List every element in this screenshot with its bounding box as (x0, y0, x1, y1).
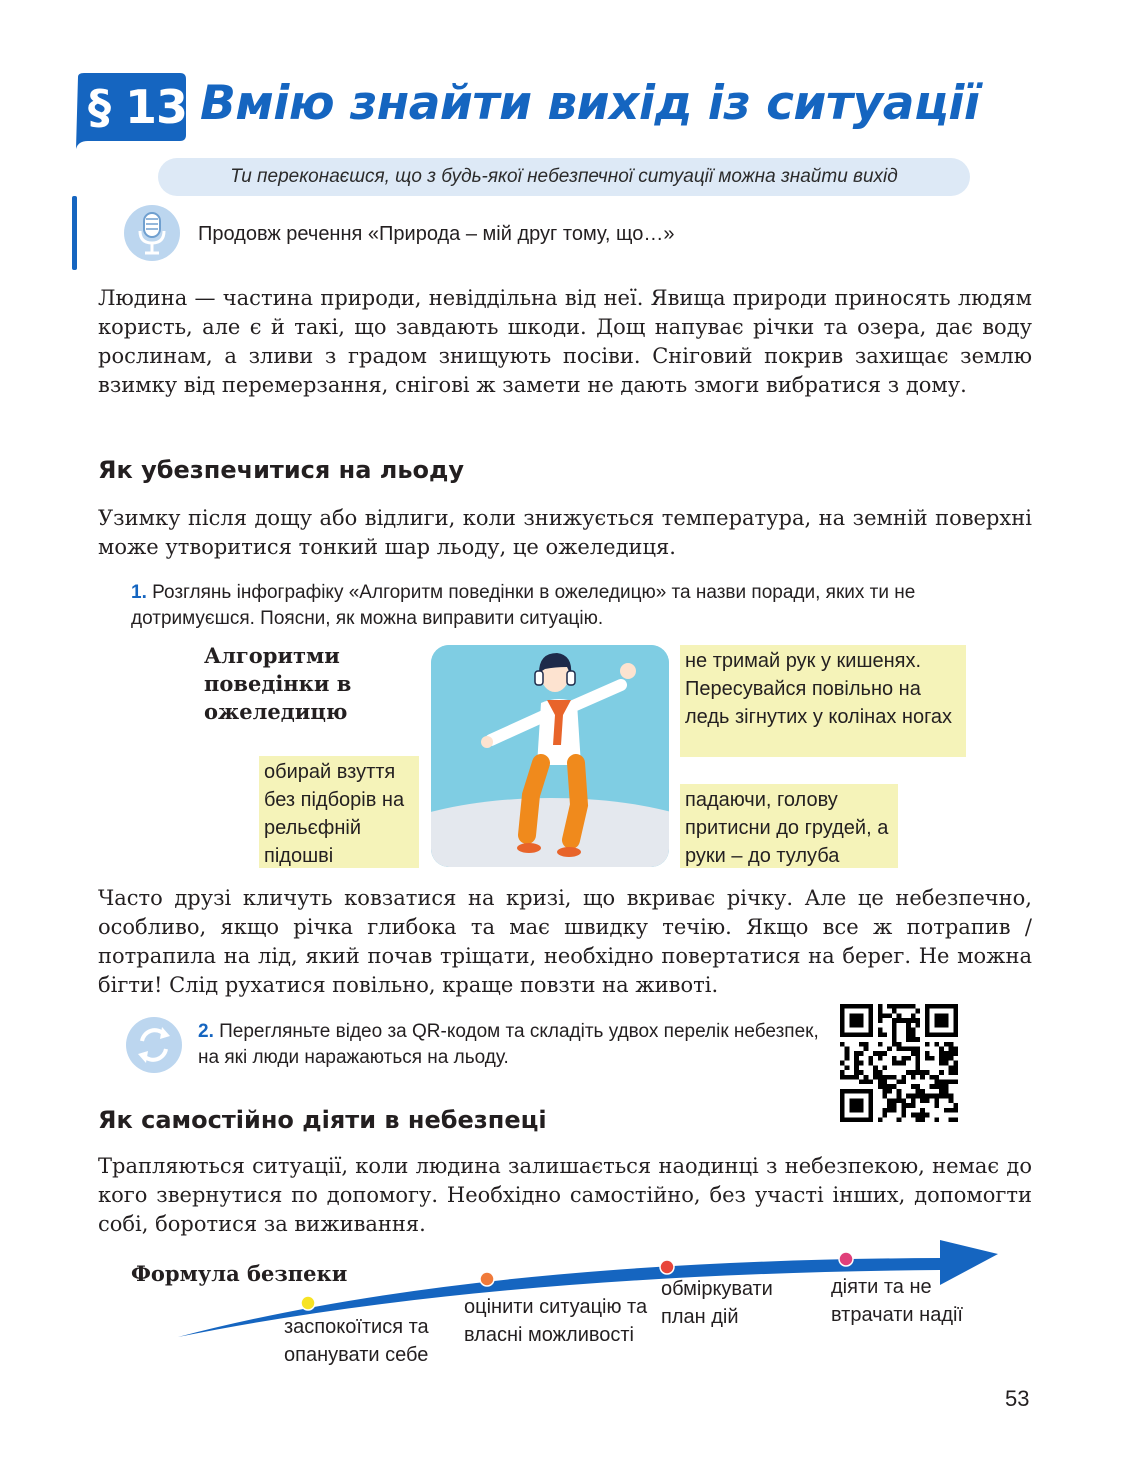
task-2-text: Перегляньте відео за QR-кодом та складіть удвох перелік небезпек, на які люди наражаються на льоду. (198, 1021, 819, 1068)
ice-paragraph: Узимку після дощу або відлиги, коли знижується температура, на земній поверхні може утворитися тонкий шар льоду, це ожеледиця. (98, 506, 1032, 559)
tip-falling: падаючи, голову притисни до грудей, а руки – до тулуба (680, 784, 898, 868)
intro-paragraph: Людина — частина природи, невіддільна від неї. Явища природи приносять людям користь, але є й такі, що завдають шкоди. Дощ напуває річки та озера, дає воду рослинам, а зливи з градом знищують посіви. Сніговий покрив захищає землю взимку від перемерзання, снігові ж замети не дають змоги вибратися з дому. (98, 286, 1032, 397)
formula-step-1: заспокоїтися та опанувати себе (284, 1316, 429, 1366)
heading-ice-safety: Як убезпечитися на льоду (98, 456, 465, 484)
exchange-arrows-icon (126, 1017, 182, 1073)
formula-step-2: оцінити ситуацію та власні можливості (464, 1296, 648, 1346)
task-1 (131, 580, 1036, 632)
task-1-number: 1. (131, 582, 147, 603)
task-2-number: 2. (198, 1021, 214, 1042)
infographic-title: Алгоритми поведінки в ожеледицю (204, 643, 352, 724)
river-ice-paragraph: Часто друзі кличуть ковзатися на кризі, що вкриває річку. Але це небезпечно, особливо, якщо річка глибока та має швидку течію. Якщо все ж потрапив / потрапила на лід, який почав тріщати, необхідно повертатися на берег. Не можна бігти! Слід рухатися повільно, краще повзти на животі. (98, 886, 1032, 997)
margin-bar (72, 196, 77, 270)
microphone-icon (124, 205, 180, 261)
step-dot-2 (480, 1272, 494, 1286)
heading-act-alone: Як самостійно діяти в небезпеці (98, 1106, 547, 1134)
task-2 (198, 1019, 828, 1071)
formula-title: Формула безпеки (131, 1261, 348, 1286)
alone-paragraph: Трапляються ситуації, коли людина залишається наодинці з небезпекою, немає до кого звернутися по допомогу. Необхідно самостійно, без участі інших, допомогти собі, боротися за виживання. (98, 1154, 1032, 1236)
task-1-text: Розглянь інфографіку «Алгоритм поведінки в ожеледицю» та назви поради, яких ти не дотримуєшся. Поясни, як можна виправити ситуацію. (131, 582, 916, 629)
ice-skater-illustration (431, 645, 669, 867)
formula-step-4: діяти та не втрачати надії (831, 1276, 963, 1326)
step-dot-1 (301, 1296, 315, 1310)
subtitle: Ти переконаєшся, що з будь-якої небезпечної ситуації можна знайти вихід (230, 166, 898, 187)
discussion-prompt: Продовж речення «Природа – мій друг тому, що…» (198, 223, 675, 245)
page-title: Вмію знайти вихід із ситуації (200, 76, 980, 131)
page-number: 53 (1005, 1386, 1030, 1411)
step-dot-3 (660, 1260, 674, 1274)
tip-shoes: обирай взуття без підборів на рельєфній підошві (259, 756, 419, 868)
qr-code[interactable] (840, 1004, 958, 1122)
section-number: § 13 (88, 80, 188, 134)
tip-hands: не тримай рук у кишенях. Пересувайся повільно на ледь зігнутих у колінах ногах (680, 645, 966, 757)
step-dot-4 (839, 1252, 853, 1266)
formula-step-3: обміркувати план дій (661, 1278, 773, 1328)
